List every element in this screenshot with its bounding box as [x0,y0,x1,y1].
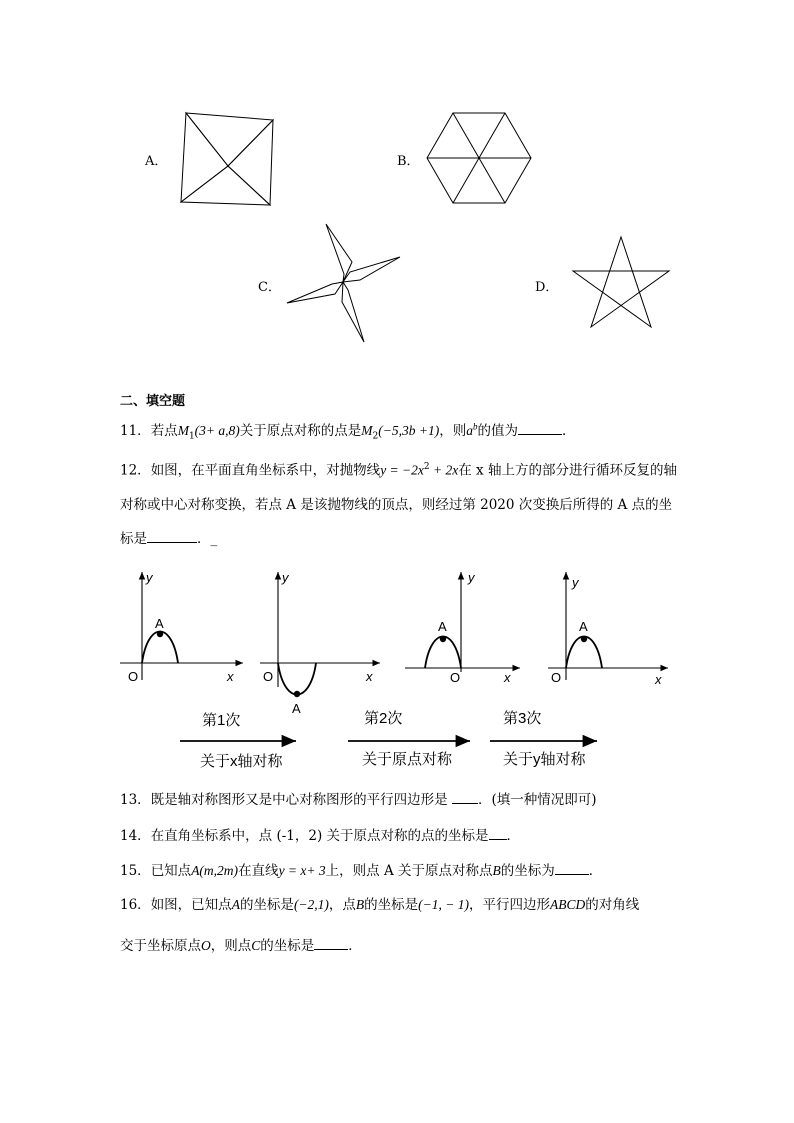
question-16-line-2: 交于坐标原点O，则点C的坐标是 ． [120,938,362,954]
section-heading: 二、填空题 [120,394,186,409]
question-15: 15．已知点A(m,2m)在直线y = x+ 3上，则点 A 关于原点对称点B的坐标为 ． [120,863,603,879]
panel-2-vertex-point [294,691,300,697]
panel-2-y-label: y [282,570,289,585]
step-3-label: 第3次 [503,710,542,727]
parabola-transformation-figure [120,565,680,777]
panel-3-vertex-point [440,636,446,642]
option-a-pinwheel-figure [178,110,280,208]
question-11: 11．若点$M_1(3+ a,8)$关于原点对称的点是$M_2(-5,3b +1)$，则$a^b$的值为 ． [120,421,576,442]
step-1-action: 关于x轴对称 [200,753,283,770]
panel-2-vertex-label: A [292,701,301,716]
question-13: 13．既是轴对称图形又是中心对称图形的平行四边形是 ．(填一种情况即可) [120,792,597,808]
panel-4-y-label: y [572,575,579,590]
question-number: 15． [120,863,151,879]
option-d-star-figure [570,235,672,330]
step-2-action: 关于原点对称 [362,751,453,768]
question-number: 12． [120,462,151,479]
panel-2-origin-label: O [263,669,274,684]
panel-2-x-label: x [366,669,373,684]
step-3-action: 关于y轴对称 [503,751,586,768]
panel-4-origin-label: O [551,670,562,685]
panel-1-x-label: x [227,669,234,684]
panel-3-y-label: y [468,570,475,585]
panel-3-axes [405,572,520,672]
step-1-label: 第1次 [202,712,241,729]
step-2-label: 第2次 [364,710,403,727]
panel-1-vertex-point [157,631,163,637]
panel-3-x-label: x [504,670,511,685]
question-14: 14．在直角坐标系中，点 (-1，2) 关于原点对称的点的坐标是 ． [120,828,521,844]
question-12-line-1: 12．如图，在平面直角坐标系中，对抛物线$y = -2x^2 + 2x$在 x 轴上方的部分进行循环反复的轴 [120,462,677,479]
answer-blank[interactable] [147,530,197,543]
option-d-label: D． [535,280,559,295]
question-number: 16． [120,897,151,913]
panel-1-y-label: y [146,570,153,585]
option-c-rhombus-pinwheel-figure [284,222,404,344]
answer-blank[interactable] [452,791,478,804]
question-number: 13． [120,792,151,808]
option-b-label: B． [397,154,420,169]
panel-2-axes [260,572,380,687]
question-number: 14． [120,828,151,844]
panel-4-vertex-label: A [579,619,588,634]
option-c-label: C． [258,280,281,295]
answer-blank[interactable] [489,827,507,840]
panel-3-vertex-label: A [438,619,447,634]
panel-1-origin-label: O [128,669,139,684]
panel-3-origin-label: O [450,670,461,685]
question-number: 11． [120,423,151,439]
question-12-line-2: 对称或中心对称变换，若点 A 是该抛物线的顶点，则经过第 2020 次变换后所得的 A 点的坐 [120,497,673,513]
answer-blank[interactable] [518,422,562,435]
option-a-label: A． [145,154,168,169]
question-16-line-1: 16．如图，已知点A的坐标是(−2,1)，点B的坐标是(−1, − 1)，平行四边形ABCD的对角线 [120,897,640,913]
panel-1-axes [120,572,243,680]
answer-blank[interactable] [314,937,348,950]
panel-2-parabola [278,663,316,695]
question-12-line-3: 标是 ．_ [120,531,218,547]
option-b-hexagon-figure [425,110,535,206]
panel-4-vertex-point [581,636,587,642]
panel-1-vertex-label: A [155,616,164,631]
answer-blank[interactable] [555,862,589,875]
panel-4-x-label: x [655,672,662,687]
